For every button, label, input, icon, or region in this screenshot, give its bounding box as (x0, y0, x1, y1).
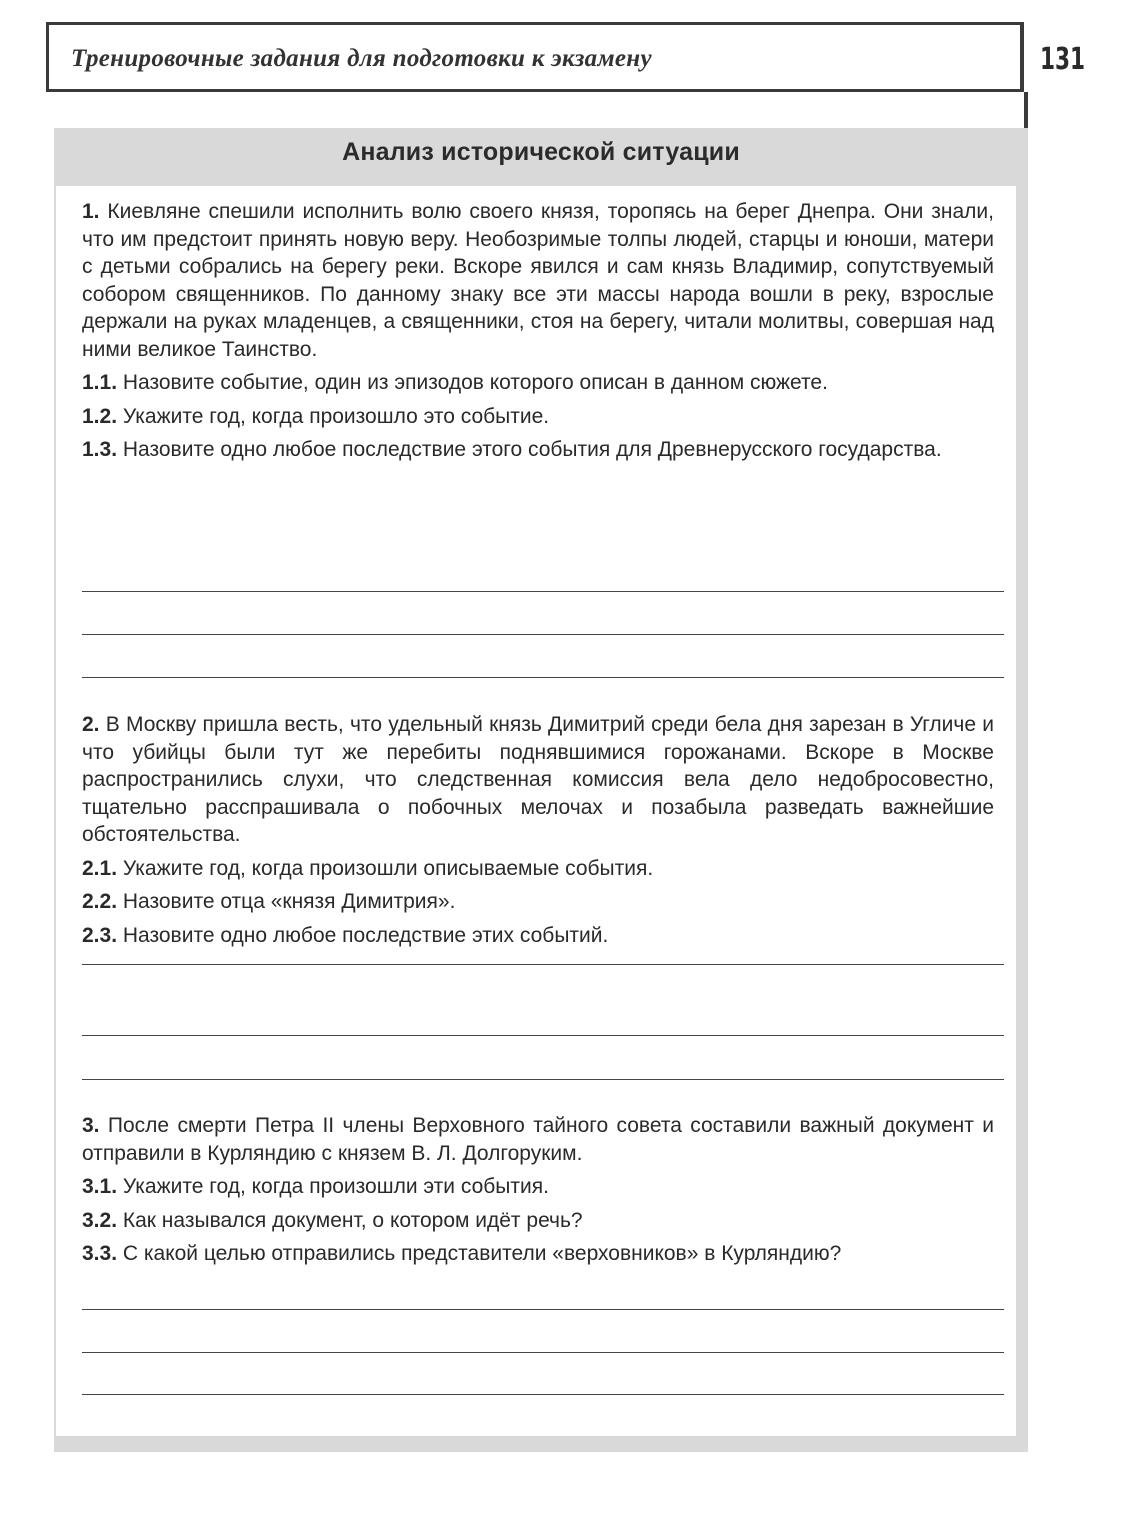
question-3-3: 3.3. С какой целью отправились представители «верховников» в Курляндию? (82, 1242, 842, 1265)
question-3-2: 3.2. Как назывался документ, о котором идёт речь? (82, 1208, 583, 1232)
question-2-1: 2.1. Укажите год, когда произошли описываемые события. (82, 856, 654, 880)
task-2 (82, 711, 994, 949)
page-number: 131 (1040, 42, 1086, 77)
task-1-number: 1. (82, 200, 100, 223)
question-2-2: 2.2. Назовите отца «князя Димитрия». (82, 890, 456, 913)
answer-line-1b[interactable] (82, 634, 1004, 635)
page-header (46, 22, 1024, 92)
task-3 (82, 1112, 994, 1268)
tasks-container (56, 186, 1016, 1436)
answer-line-1c[interactable] (82, 677, 1004, 678)
header-divider (1024, 92, 1028, 128)
question-3-1: 3.1. Укажите год, когда произошли эти события. (82, 1175, 549, 1198)
answer-line-3c[interactable] (82, 1394, 1004, 1395)
answer-line-2b[interactable] (82, 1035, 1004, 1036)
answer-line-2a[interactable] (82, 964, 1004, 965)
task-1-text: 1. Киевляне спешили исполнить волю своего князя, торопясь на берег Днепра. Они знали, что им предстоит принять новую веру. Необозримые толпы людей, старцы и юноши, матери с детьми собрались на берегу реки. Вскоре явился и сам князь Владимир, сопутствуемый собором священников. По данному знаку все эти массы народа вошли в реку, взрослые держали на руках младенцев, а священники, стоя на берегу, читали молитвы, совершая над ними великое Таинство. (82, 200, 994, 361)
answer-line-3a[interactable] (82, 1309, 1004, 1310)
question-1-1: 1.1. Назовите событие, один из эпизодов которого описан в данном сюжете. (82, 371, 828, 394)
answer-line-2c[interactable] (82, 1079, 1004, 1080)
task-3-text: 3. После смерти Петра II члены Верховного тайного совета составили важный документ и отправили в Курляндию с князем В. Л. Долгоруким. (82, 1114, 994, 1165)
question-2-3: 2.3. Назовите одно любое последствие этих событий. (82, 923, 609, 947)
task-3-number: 3. (82, 1114, 100, 1137)
header-title: Тренировочные задания для подготовки к экзамену (71, 45, 652, 72)
task-2-number: 2. (82, 713, 100, 736)
section-panel (54, 128, 1028, 1452)
task-2-text: 2. В Москву пришла весть, что удельный князь Димитрий среди бела дня зарезан в Угличе и что убийцы были тут же перебиты поднявшимися горожанами. Вскоре в Москве распространились слухи, что следственная комиссия вела дело недобросовестно, тщательно расспрашивала о побочных мелочах и позабыла разведать важнейшие обстоятельства. (82, 713, 994, 846)
task-1 (82, 198, 994, 464)
section-title: Анализ исторической ситуации (342, 138, 740, 166)
answer-line-3b[interactable] (82, 1352, 1004, 1353)
question-1-3: 1.3. Назовите одно любое последствие этого события для Древнерусского государства. (82, 438, 942, 461)
answer-line-1a[interactable] (82, 591, 1004, 592)
question-1-2: 1.2. Укажите год, когда произошло это событие. (82, 404, 550, 428)
